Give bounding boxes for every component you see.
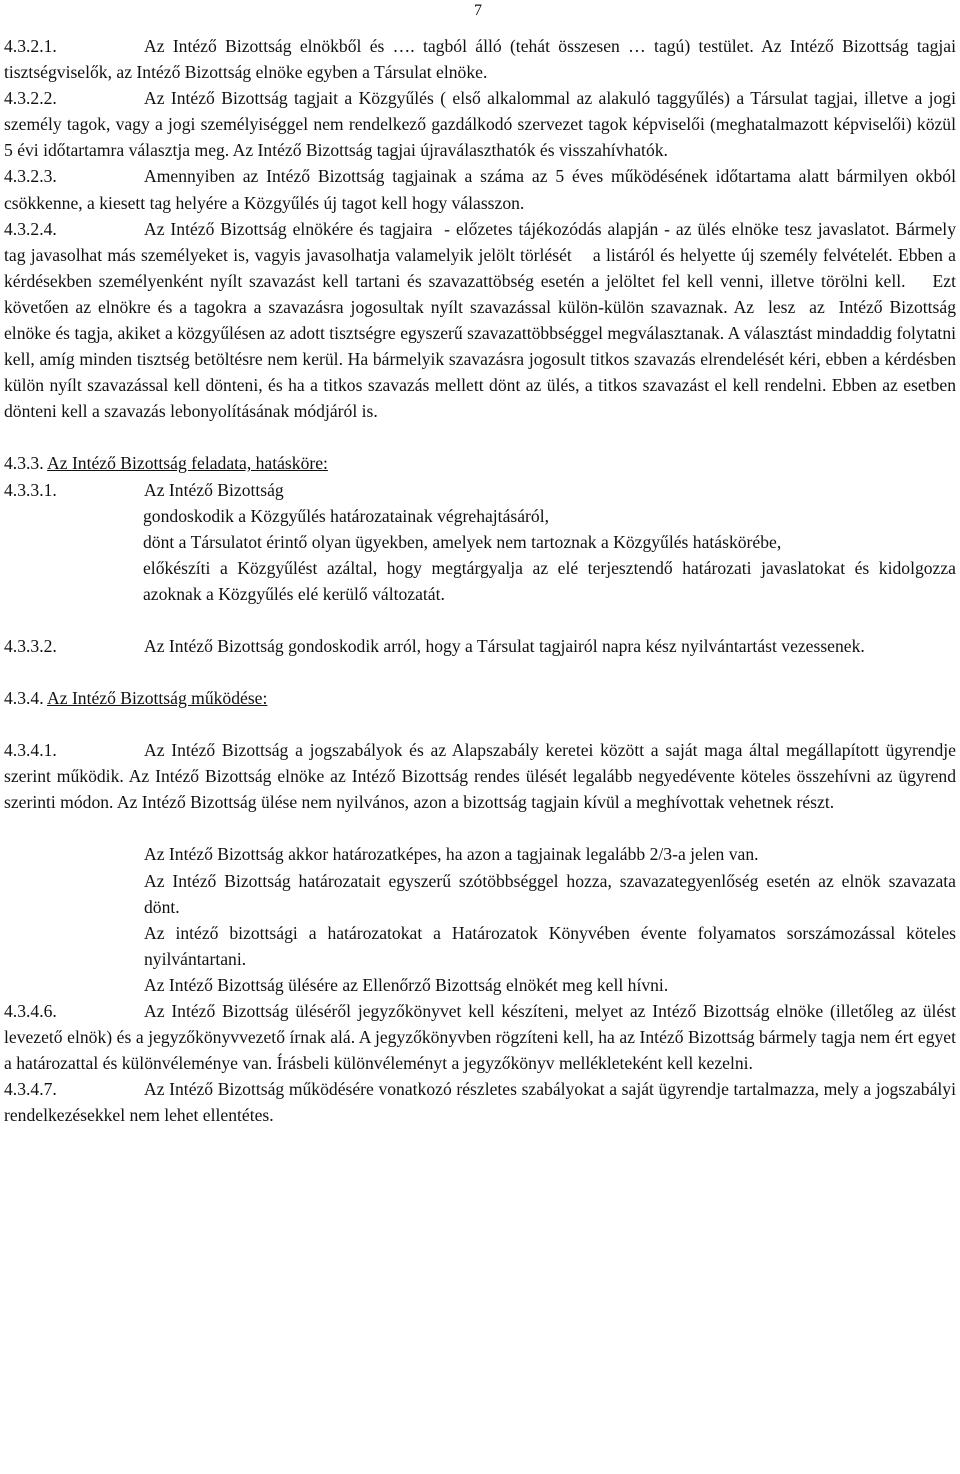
section-title: Az Intéző Bizottság működése: — [47, 688, 268, 709]
section-number — [4, 841, 144, 867]
section-number — [4, 868, 144, 894]
spacer — [4, 424, 956, 450]
section-number: 4.3.3. — [4, 453, 44, 474]
section-number: 4.3.4.6. — [4, 1001, 57, 1021]
section-number: 4.3.4. — [4, 688, 44, 709]
paragraph-4-3-3-1 — [4, 477, 956, 503]
section-number: 4.3.4.1. — [4, 740, 57, 761]
paragraph-text: Az Intéző Bizottság — [144, 479, 284, 500]
section-number: 4.3.2.3. — [4, 166, 57, 187]
paragraph-4-3-2-2 — [4, 85, 956, 163]
section-number: 4.3.2.4. — [4, 218, 57, 239]
paragraph-text: Az Intéző Bizottság elnökére és tagjaira - előzetes tájékozódás alapján - az ülés elnöke tesz javaslatot. Bármely tag javasolhat más személyeket is, vagyis javasolhatja valamelyik jelölt törlését a listáról és helyette új személy felvételét. Ebben a kérdésekben személyenként nyílt szavazást kell tartani és szavazattöbség esetén a jelöltet fel kell venni, illetve törölni kell. Ezt követően az elnökre és a tagokra a szavazásra jogosultak nyílt szavazással külön-külön szavaznak. Az lesz az Intéző Bizottság elnöke és tagja, akiket a közgyűlésen az adott tisztségre egyszerű szavazattöbbséggel megválasztanak. A választást mindaddig folytatni kell, amíg minden tisztség betöltésre nem kerül. Ha bármelyik szavazásra jogosult titkos szavazás elrendelését kéri, ebben a kérdésben külön nyílt szavazással kell dönteni, és ha a titkos szavazás mellett dönt az ülés, a titkos szavazást el kell rendelni. Ebben az esetben dönteni kell a szavazás lebonyolításának módjáról is. — [4, 218, 960, 422]
paragraph-text: Az Intéző Bizottság tagjait a Közgyűlés ( első alkalommal az alakuló taggyűlés) a Társulat tagjai, illetve a jogi személy tagok, vagy a jogi személyiséggel nem rendelkező gazdálkodó szervezet tagok képviselői (meghatalmazott képviselői) közül 5 évi időtartamra választja meg. Az Intéző Bizottság tagjai újraválaszthatók és visszahívhatók. — [4, 88, 956, 161]
section-number: 4.3.2.2. — [4, 88, 57, 109]
spacer — [4, 607, 956, 633]
section-heading-4-3-3 — [4, 450, 956, 476]
section-heading-4-3-4 — [4, 685, 956, 711]
list-item: dönt a Társulatot érintő olyan ügyekben, amelyek nem tartoznak a Közgyűlés hatáskörébe, — [143, 531, 782, 552]
list-item: előkészíti a Közgyűlést azáltal, hogy megtárgyalja az elé terjesztendő határozati javaslatokat és kidolgozza azoknak a Közgyűlés elé kerülő változatát. — [143, 557, 956, 604]
paragraph-4-3-3-2 — [4, 633, 956, 659]
paragraph-text: Az Intéző Bizottság a jogszabályok és az Alapszabály keretei között a saját maga által megállapított ügyrendje szerint működik. Az Intéző Bizottság elnöke az Intéző Bizottság rendes ülését legalább negyedévente köteles összehívni az ügyrend szerinti módon. Az Intéző Bizottság ülése nem nyilvános, azon a bizottság tagjain kívül a meghívottak vehetnek részt. — [4, 740, 956, 813]
section-number — [4, 972, 144, 998]
spacer — [4, 711, 956, 737]
paragraph-text: Az Intéző Bizottság elnökből és …. tagból álló (tehát összesen … tagú) testület. Az Intéző Bizottság tagjai tisztségviselők, az Intéző Bizottság elnöke egyben a Társulat elnöke. — [4, 36, 956, 83]
paragraph-4-3-2-1 — [4, 33, 956, 85]
paragraph-text: Az intéző bizottsági a határozatokat a Határozatok Könyvében évente folyamatos sorszámozással köteles nyilvántartani. — [144, 922, 956, 969]
spacer — [4, 815, 956, 841]
paragraph-4-3-4-4 — [4, 920, 956, 972]
paragraph-text: Az Intéző Bizottság gondoskodik arról, hogy a Társulat tagjairól napra kész nyilvántartást vezessenek. — [144, 635, 865, 656]
paragraph-4-3-4-7 — [4, 1076, 956, 1128]
section-number — [4, 920, 144, 946]
paragraph-text: Az Intéző Bizottság működésére vonatkozó részletes szabályokat a saját ügyrendje tartalmazza, mely a jogszabályi rendelkezésekkel nem lehet ellentétes. — [4, 1079, 956, 1126]
paragraph-text: Az Intéző Bizottság ülésére az Ellenőrző Bizottság elnökét meg kell hívni. — [144, 974, 669, 995]
section-number: 4.3.3.1. — [4, 479, 57, 500]
page-number: 7 — [474, 2, 482, 19]
section-title: Az Intéző Bizottság feladata, hatásköre: — [47, 453, 328, 474]
section-number: 4.3.4.7. — [4, 1079, 57, 1100]
paragraph-4-3-4-3 — [4, 868, 956, 920]
paragraph-text: Az Intéző Bizottság üléséről jegyzőkönyvet kell készíteni, melyet az Intéző Bizottság elnöke (illetőleg az ülést levezető elnök) és a jegyzőkönyvvezető írnak alá. A jegyzőkönyvben rögzíteni kell, ha az Intéző Bizottság bármely tagja nem ért egyet a határozattal és különvéleménye van. Írásbeli különvéleményt a jegyzőkönyv mellékleteként kell kezelni. — [4, 1001, 956, 1074]
paragraph-text: Az Intéző Bizottság akkor határozatképes, ha azon a tagjainak legalább 2/3-a jelen van. — [144, 844, 759, 865]
section-number: 4.3.2.1. — [4, 36, 57, 56]
list-item: gondoskodik a Közgyűlés határozatainak végrehajtásáról, — [143, 505, 549, 526]
paragraph-4-3-4-6 — [4, 998, 956, 1076]
paragraph-text: Az Intéző Bizottság határozatait egyszerű szótöbbséggel hozza, szavazategyenlőség esetén az elnök szavazata dönt. — [144, 870, 956, 917]
paragraph-4-3-4-5 — [4, 972, 956, 998]
paragraph-4-3-2-4 — [4, 216, 960, 425]
paragraph-4-3-4-2 — [4, 841, 956, 867]
section-number: 4.3.3.2. — [4, 635, 57, 656]
spacer — [4, 659, 956, 685]
paragraph-4-3-4-1 — [4, 737, 956, 815]
paragraph-text: Amennyiben az Intéző Bizottság tagjainak a száma az 5 éves működésének időtartama alatt bármilyen okból csökkenne, a kiesett tag helyére a Közgyűlés új tagot kell hogy válasszon. — [4, 166, 956, 213]
paragraph-4-3-2-3 — [4, 163, 956, 215]
